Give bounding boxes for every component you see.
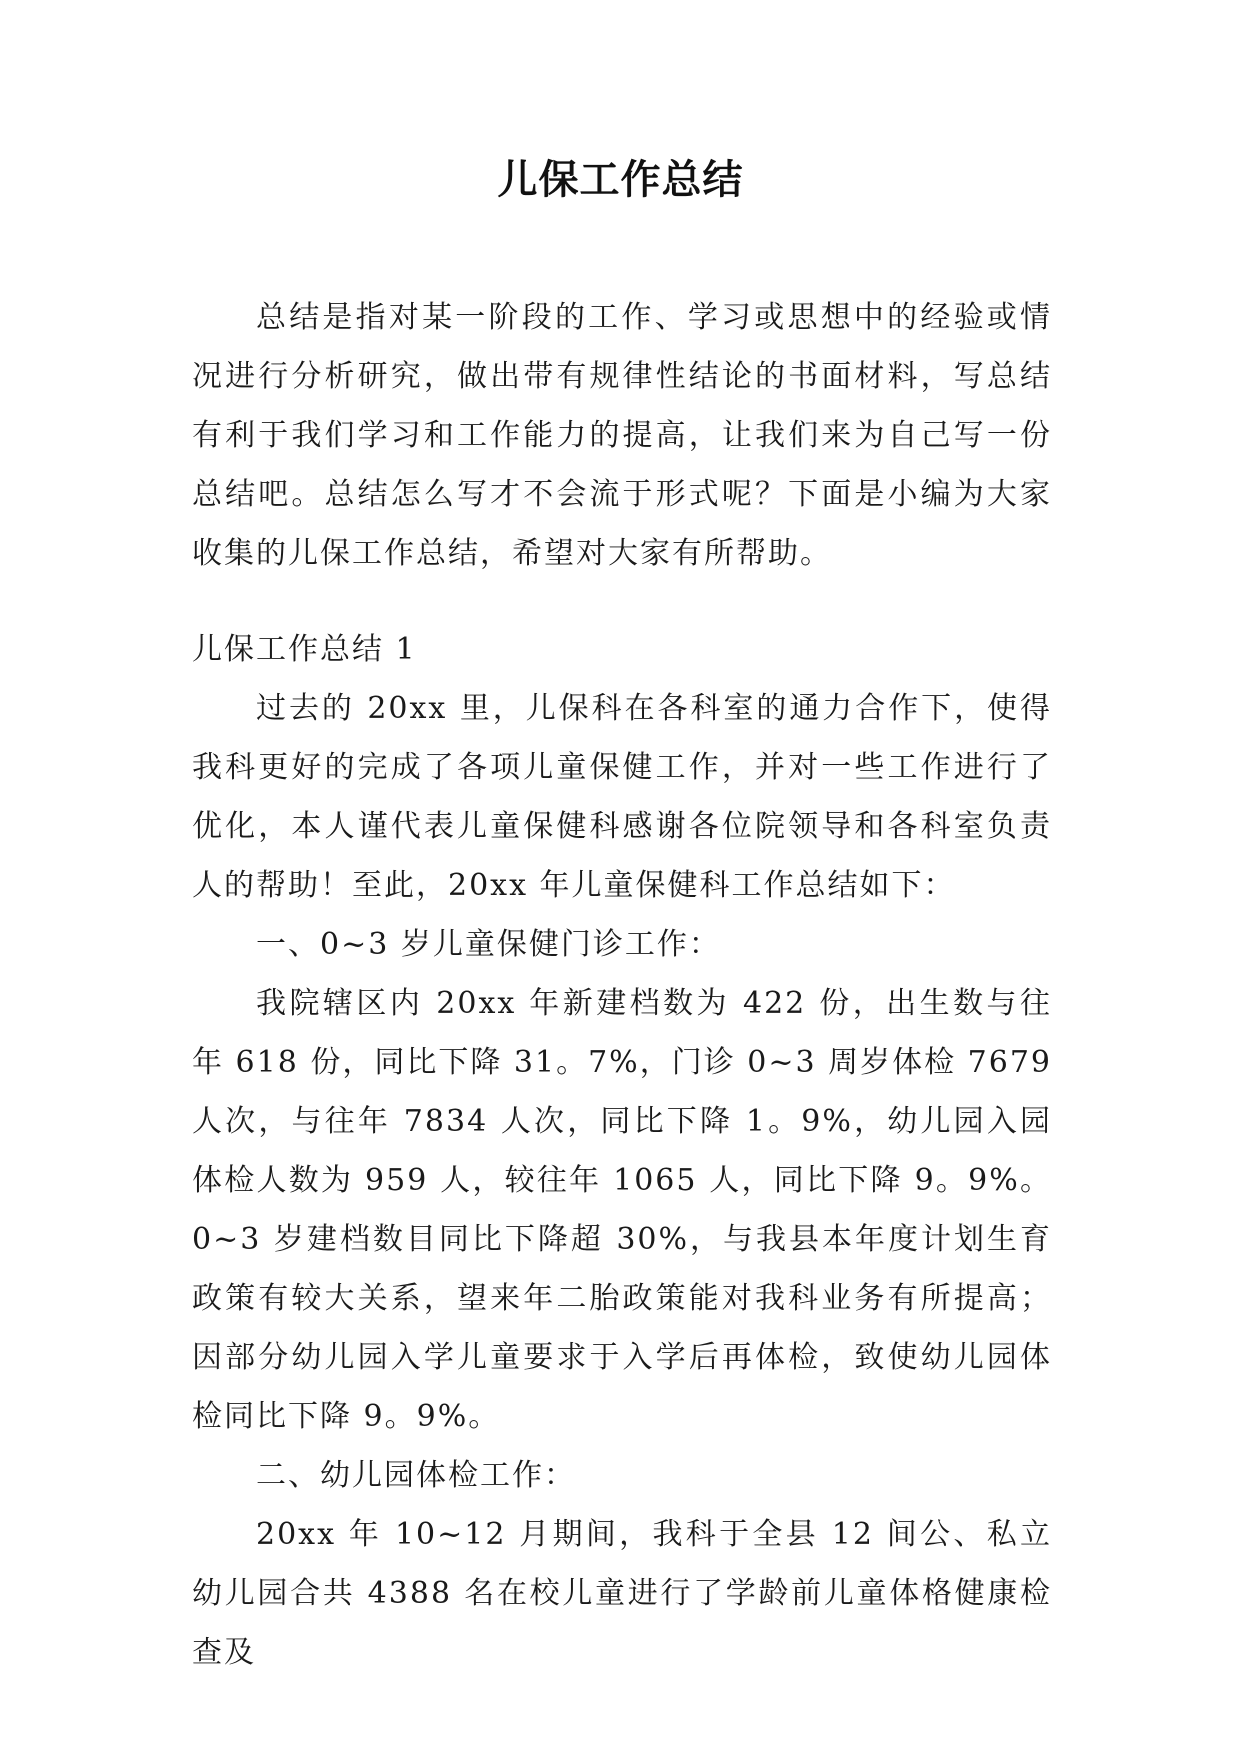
document-body [192, 288, 1052, 1682]
intro-paragraph: 总结是指对某一阶段的工作、学习或思想中的经验或情况进行分析研究，做出带有规律性结论的书面材料，写总结有利于我们学习和工作能力的提高，让我们来为自己写一份总结吧。总结怎么写才不会流于形式呢？下面是小编为大家收集的儿保工作总结，希望对大家有所帮助。 [192, 300, 1052, 571]
document-title: 儿保工作总结 [497, 157, 744, 203]
body-paragraph: 我院辖区内 20xx 年新建档数为 422 份，出生数与往年 618 份，同比下降 31。7%，门诊 0~3 周岁体检 7679 人次，与往年 7834 人次，同比下降 1。9%，幼儿园入园体检人数为 959 人，较往年 1065 人，同比下降 9。9%。0~3 岁建档数目同比下降超 30%，与我县本年度计划生育政策有较大关系，望来年二胎政策能对我科业务有所提高；因部分幼儿园入学儿童要求于入学后再体检，致使幼儿园体检同比下降 9。9%。 [192, 986, 1052, 1434]
body-paragraph: 20xx 年 10~12 月期间，我科于全县 12 间公、私立幼儿园合共 4388 名在校儿童进行了学龄前儿童体格健康检查及 [192, 1517, 1052, 1670]
subsection-heading: 二、幼儿园体检工作： [256, 1458, 576, 1493]
section-heading: 儿保工作总结 1 [192, 632, 417, 667]
body-paragraph: 过去的 20xx 里，儿保科在各科室的通力合作下，使得我科更好的完成了各项儿童保健工作，并对一些工作进行了优化，本人谨代表儿童保健科感谢各位院领导和各科室负责人的帮助！至此，20xx 年儿童保健科工作总结如下： [192, 691, 1052, 903]
subsection-heading: 一、0~3 岁儿童保健门诊工作： [256, 927, 721, 962]
paragraph-gap [192, 583, 1052, 620]
